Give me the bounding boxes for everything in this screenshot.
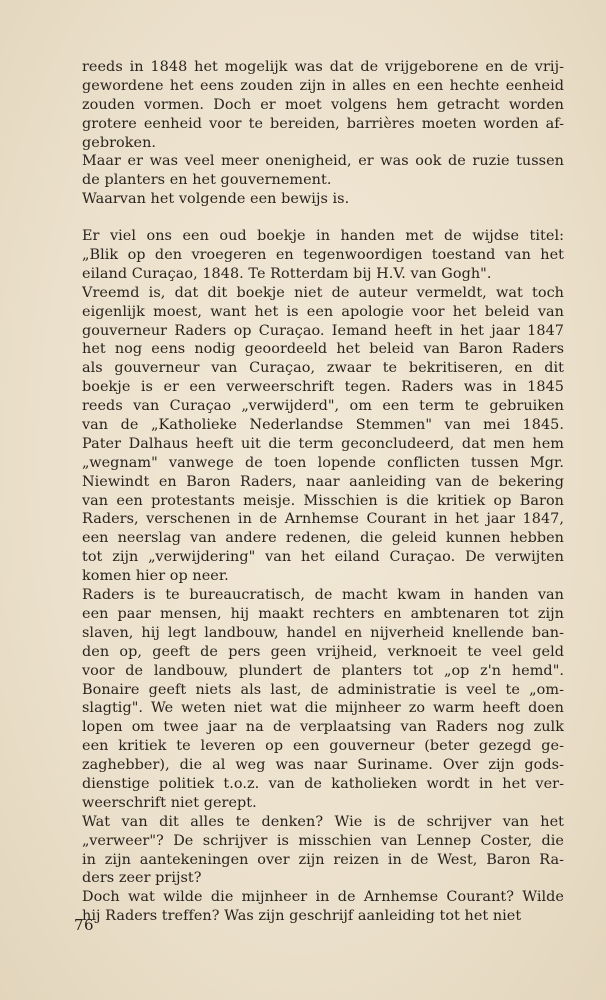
- text-line: Er viel ons een oud boekje in handen met de wijdse titel:: [82, 228, 564, 245]
- paragraph: [82, 284, 564, 586]
- text-line: gewordene het eens zouden zijn in alles en een hechte eenheid: [82, 77, 564, 94]
- text-line: een paar mensen, hij maakt rechters en ambtenaren tot zijn: [82, 605, 564, 622]
- paragraph: [82, 152, 564, 190]
- paragraph: [82, 190, 564, 209]
- text-line: Wat van dit alles te denken? Wie is de schrijver van het: [82, 813, 564, 830]
- page-number: 76: [74, 916, 95, 934]
- paragraph-gap: [82, 209, 564, 227]
- text-line: hij Raders treffen? Was zijn geschrijf aanleiding tot het niet: [82, 908, 522, 925]
- text-line: den op, geeft de pers geen vrijheid, verknoeit te veel geld: [82, 643, 564, 660]
- text-line: Maar er was veel meer onenigheid, er was ook de ruzie tussen: [82, 153, 564, 170]
- text-line: Vreemd is, dat dit boekje niet de auteur vermeldt, wat toch: [82, 284, 564, 301]
- text-line: boekje is er een verweerschrift tegen. Raders was in 1845: [82, 379, 564, 396]
- text-line: tot zijn „verwijdering" van het eiland Curaçao. De verwijten: [82, 549, 564, 566]
- text-line: grotere eenheid voor te bereiden, barrières moeten worden af-: [82, 115, 564, 132]
- text-line: de planters en het gouvernement.: [82, 172, 332, 189]
- text-line: gouverneur Raders op Curaçao. Iemand heeft in het jaar 1847: [82, 322, 564, 339]
- paragraph: [82, 227, 564, 284]
- text-line: zaghebber), die al weg was naar Suriname. Over zijn gods-: [82, 757, 564, 774]
- paragraph: [82, 586, 564, 813]
- text-line: „verweer"? De schrijver is misschien van Lennep Coster, die: [82, 832, 564, 849]
- text-line: zouden vormen. Doch er moet volgens hem getracht worden: [82, 96, 564, 113]
- text-line: slagtig". We weten niet wat die mijnheer zo warm heeft doen: [82, 700, 564, 717]
- text-line: Pater Dalhaus heeft uit die term geconcludeerd, dat men hem: [82, 435, 564, 452]
- text-line: Niewindt en Baron Raders, naar aanleiding van de bekering: [82, 473, 564, 490]
- text-line: een neerslag van andere redenen, die geleid kunnen hebben: [82, 530, 564, 547]
- text-line: van een protestants meisje. Misschien is die kritiek op Baron: [82, 492, 564, 509]
- text-line: „wegnam" vanwege de toen lopende conflicten tussen Mgr.: [82, 454, 564, 471]
- paragraph: [82, 58, 564, 152]
- text-line: Doch wat wilde die mijnheer in de Arnhemse Courant? Wilde: [82, 889, 564, 906]
- text-line: reeds van Curaçao „verwijderd", om een term te gebruiken: [82, 398, 564, 415]
- text-line: een kritiek te leveren op een gouverneur (beter gezegd ge-: [82, 738, 564, 755]
- text-line: in zijn aantekeningen over zijn reizen in de West, Baron Ra-: [82, 851, 564, 868]
- text-line: eiland Curaçao, 1848. Te Rotterdam bij H.V. van Gogh".: [82, 265, 492, 282]
- text-line: „Blik op den vroegeren en tegenwoordigen toestand van het: [82, 247, 564, 264]
- text-line: voor de landbouw, plundert de planters tot „op z'n hemd".: [82, 662, 564, 679]
- text-line: slaven, hij legt landbouw, handel en nijverheid knellende ban-: [82, 624, 564, 641]
- text-line: Waarvan het volgende een bewijs is.: [82, 191, 350, 208]
- text-line: ders zeer prijst?: [82, 870, 202, 887]
- text-line: komen hier op neer.: [82, 568, 229, 585]
- paragraph: [82, 888, 564, 926]
- paragraph: [82, 813, 564, 889]
- text-line: weerschrift niet gerept.: [82, 794, 257, 811]
- text-line: reeds in 1848 het mogelijk was dat de vrijgeborene en de vrij-: [82, 59, 564, 75]
- text-line: Raders, verschenen in de Arnhemse Courant in het jaar 1847,: [82, 511, 564, 528]
- text-line: dienstige politiek t.o.z. van de katholieken wordt in het ver-: [82, 775, 564, 792]
- text-line: als gouverneur van Curaçao, zwaar te bekritiseren, en dit: [82, 360, 564, 377]
- text-line: gebroken.: [82, 134, 157, 151]
- text-line: eigenlijk moest, want het is een apologie voor het beleid van: [82, 303, 564, 320]
- body-text: [82, 58, 564, 926]
- text-line: Raders is te bureaucratisch, de macht kwam in handen van: [82, 587, 564, 604]
- text-line: Bonaire geeft niets als last, de administratie is veel te „om-: [82, 681, 564, 698]
- text-line: lopen om twee jaar na de verplaatsing van Raders nog zulk: [82, 719, 564, 736]
- text-line: van de „Katholieke Nederlandse Stemmen" van mei 1845.: [82, 417, 564, 434]
- text-line: het nog eens nodig geoordeeld het beleid van Baron Raders: [82, 341, 564, 358]
